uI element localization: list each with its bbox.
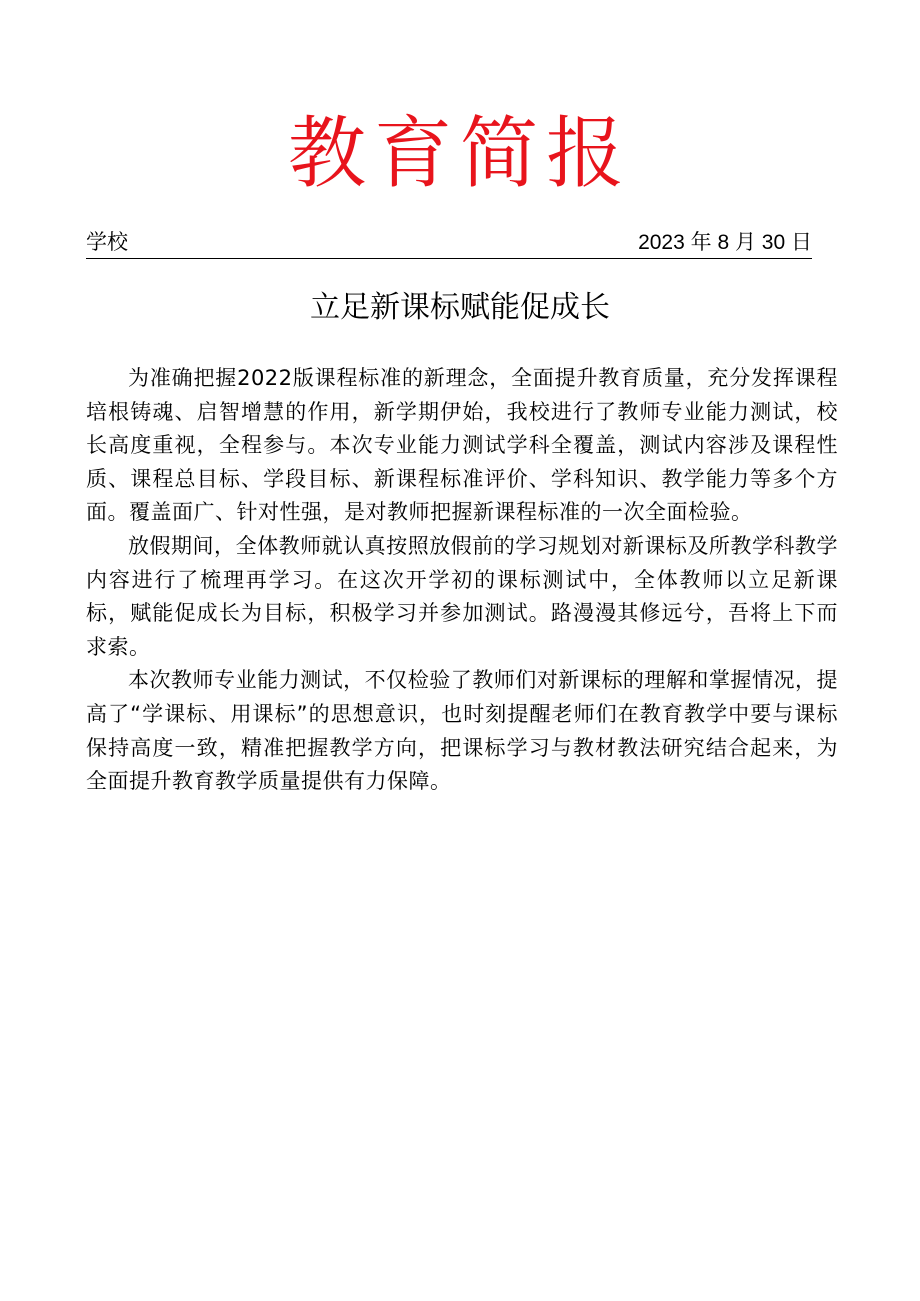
issue-date: 2023 年 8 月 30 日 bbox=[638, 231, 812, 254]
article-paragraph: 本次教师专业能力测试，不仅检验了教师们对新课标的理解和掌握情况，提高了“学课标、用课标”的思想意识，也时刻提醒老师们在教育教学中要与课标保持高度一致，精准把握教学方向，把课标学习与教材教法研究结合起来，为全面提升教育教学质量提供有力保障。 bbox=[86, 668, 838, 794]
meta-row bbox=[86, 228, 812, 259]
school-label: 学校 bbox=[86, 231, 128, 254]
article-paragraph: 放假期间，全体教师就认真按照放假前的学习规划对新课标及所教学科教学内容进行了梳理再学习。在这次开学初的课标测试中，全体教师以立足新课标，赋能促成长为目标，积极学习并参加测试。路漫漫其修远兮，吾将上下而求索。 bbox=[86, 533, 838, 659]
article-body bbox=[86, 362, 838, 799]
masthead-title: 教育简报 bbox=[287, 109, 632, 199]
article-paragraph: 为准确把握2022版课程标准的新理念，全面提升教育质量，充分发挥课程培根铸魂、启智增慧的作用，新学期伊始，我校进行了教师专业能力测试，校长高度重视，全程参与。本次专业能力测试学科全覆盖，测试内容涉及课程性质、课程总目标、学段目标、新课程标准评价、学科知识、教学能力等多个方面。覆盖面广、针对性强，是对教师把握新课程标准的一次全面检验。 bbox=[86, 366, 838, 525]
article-headline: 立足新课标赋能促成长 bbox=[310, 290, 610, 325]
